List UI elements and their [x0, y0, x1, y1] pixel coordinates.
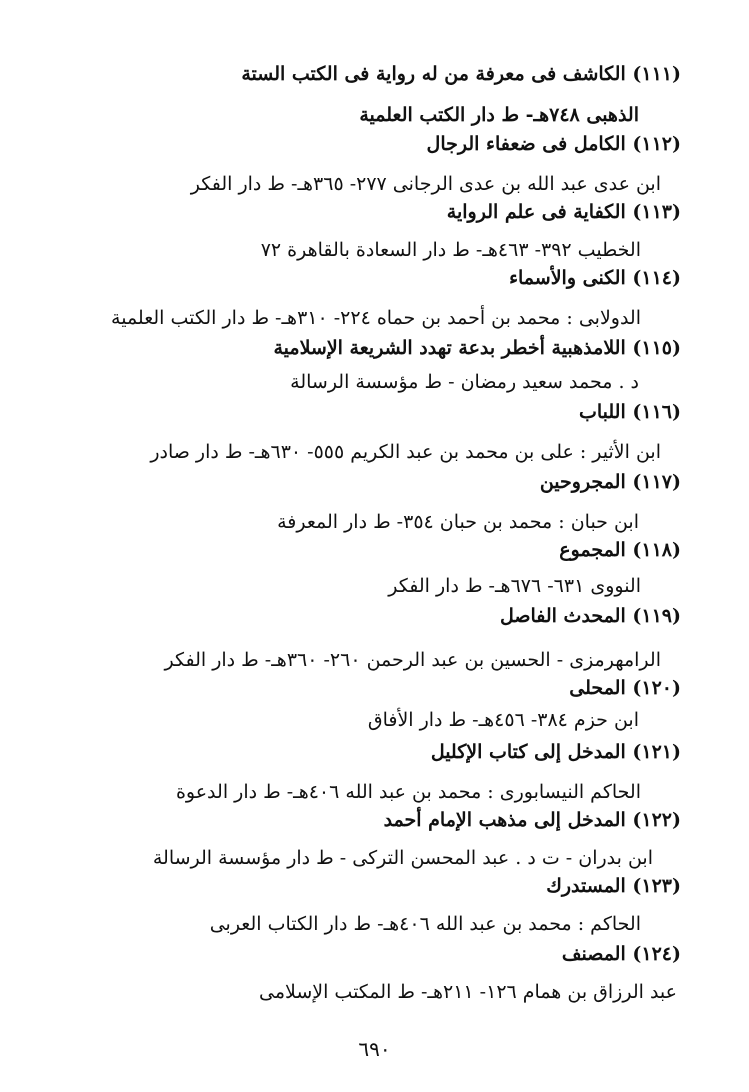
entry-desc-123: الحاكم : محمد بن عبد الله ٤٠٦هـ- ط دار الكتاب العربى	[209, 913, 641, 935]
entry-number: (١٢١)	[632, 741, 681, 763]
entry-title-112	[427, 132, 681, 156]
entry-desc-121: الحاكم النيسابورى : محمد بن عبد الله ٤٠٦هـ- ط دار الدعوة	[175, 781, 641, 803]
entry-desc-119: الرامهرمزى - الحسين بن عبد الرحمن ٢٦٠- ٣٦٠هـ- ط دار الفكر	[164, 649, 661, 671]
entry-title-text: المجموع	[559, 539, 626, 561]
entry-title-121	[431, 740, 681, 764]
entry-title-text: اللامذهبية أخطر بدعة تهدد الشريعة الإسلامية	[273, 337, 626, 359]
entry-title-text: المدخل إلى كتاب الإكليل	[430, 741, 626, 763]
entry-title-text: الكنى والأسماء	[509, 267, 626, 289]
entry-title-text: الكامل فى ضعفاء الرجال	[426, 133, 626, 155]
entry-number: (١٢٣)	[632, 875, 681, 897]
entry-title-116	[579, 400, 681, 424]
entry-desc-115: د . محمد سعيد رمضان - ط مؤسسة الرسالة	[290, 371, 639, 393]
entry-number: (١٢٤)	[632, 943, 681, 965]
entry-number: (١١٦)	[632, 401, 681, 423]
entry-title-115	[273, 336, 681, 360]
entry-title-text: الكاشف فى معرفة من له رواية فى الكتب الستة	[241, 63, 626, 85]
entry-number: (١١٤)	[632, 267, 681, 289]
entry-number: (١١٧)	[632, 471, 681, 493]
entry-desc-113: الخطيب ٣٩٢- ٤٦٣هـ- ط دار السعادة بالقاهرة ٧٢	[260, 239, 641, 261]
entry-title-123	[546, 874, 681, 898]
entry-desc-122: ابن بدران - ت د . عبد المحسن التركى - ط دار مؤسسة الرسالة	[152, 847, 653, 869]
entry-title-text: المحلى	[569, 677, 626, 699]
entry-desc-124: عبد الرزاق بن همام ١٢٦- ٢١١هـ- ط المكتب الإسلامى	[258, 981, 677, 1003]
entry-title-text: المستدرك	[546, 875, 626, 897]
entry-title-text: الكفاية فى علم الرواية	[446, 201, 626, 223]
entry-desc-116: ابن الأثير : على بن محمد بن عبد الكريم ٥٥٥- ٦٣٠هـ- ط دار صادر	[150, 441, 661, 463]
entry-title-text: المحدث الفاصل	[499, 605, 626, 627]
entry-desc-117: ابن حبان : محمد بن حبان ٣٥٤- ط دار المعرفة	[277, 511, 639, 533]
entry-desc-111: الذهبى ٧٤٨هـ- ط دار الكتب العلمية	[359, 104, 639, 126]
entry-title-text: المصنف	[561, 943, 626, 965]
entry-title-119	[500, 604, 681, 628]
entry-desc-118: النووى ٦٣١- ٦٧٦هـ- ط دار الفكر	[388, 575, 641, 597]
entry-title-124	[562, 942, 681, 966]
entry-desc-120: ابن حزم ٣٨٤- ٤٥٦هـ- ط دار الأفاق	[367, 709, 639, 731]
entry-number: (١١٢)	[632, 133, 681, 155]
entry-title-120	[569, 676, 681, 700]
entry-number: (١١٥)	[632, 337, 681, 359]
entry-number: (١٢٢)	[632, 809, 681, 831]
entry-title-114	[509, 266, 681, 290]
entry-title-113	[447, 200, 681, 224]
entry-number: (١١١)	[632, 63, 681, 85]
page-number: ٦٩٠	[358, 1037, 391, 1061]
entry-title-111	[241, 62, 681, 86]
entry-title-117	[540, 470, 681, 494]
entry-number: (١١٣)	[632, 201, 681, 223]
entry-title-text: المجروحين	[539, 471, 626, 493]
entry-number: (١١٨)	[632, 539, 681, 561]
entry-desc-114: الدولابى : محمد بن أحمد بن حماه ٢٢٤- ٣١٠هـ- ط دار الكتب العلمية	[111, 307, 641, 329]
entry-number: (١٢٠)	[632, 677, 681, 699]
entry-number: (١١٩)	[632, 605, 681, 627]
entry-title-118	[559, 538, 681, 562]
entry-desc-112: ابن عدى عبد الله بن عدى الرجانى ٢٧٧- ٣٦٥هـ- ط دار الفكر	[190, 173, 661, 195]
entry-title-122	[384, 808, 681, 832]
entry-title-text: اللباب	[578, 401, 626, 423]
entry-title-text: المدخل إلى مذهب الإمام أحمد	[383, 809, 626, 831]
